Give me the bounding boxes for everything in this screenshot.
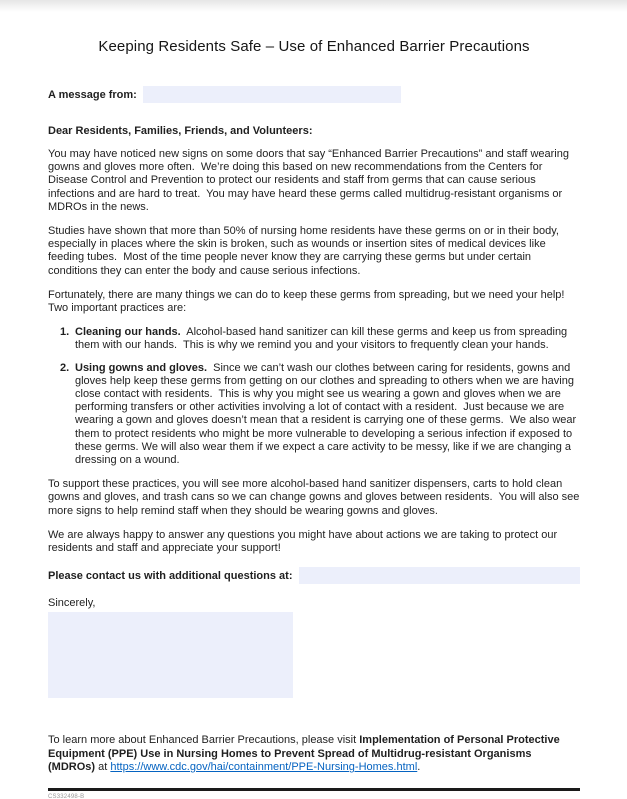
- footer-divider-rule: [48, 788, 580, 791]
- learn-more-prefix: To learn more about Enhanced Barrier Precautions, please visit: [48, 734, 360, 747]
- list-item-lead: Cleaning our hands.: [75, 326, 181, 339]
- list-item-text: Alcohol-based hand sanitizer can kill these germs and keep us from spreading them with our hands. This is why we remind you and your visitors to frequently clean your hands.: [75, 326, 571, 352]
- practices-list: [48, 326, 580, 467]
- document-code: CS332498-B: [48, 793, 85, 799]
- signature-field[interactable]: [48, 612, 293, 698]
- message-from-row: [48, 86, 580, 103]
- closing-sincerely: Sincerely,: [48, 597, 96, 610]
- learn-more-bold-title: Implementation of Personal Protective Equipment (PPE) Use in Nursing Homes to Prevent Spread of Multidrug-resistant Organisms (MDROs): [48, 734, 563, 774]
- salutation: Dear Residents, Families, Friends, and Volunteers:: [48, 125, 313, 137]
- message-from-field[interactable]: [143, 86, 401, 103]
- paragraph-fortunately: Fortunately, there are many things we can do to keep these germs from spreading, but we need your help! Two important practices are:: [48, 288, 568, 315]
- list-item-body: [75, 362, 580, 468]
- list-item-text: Since we can’t wash our clothes between caring for residents, gowns and gloves help keep these germs from getting on our clothes and spreading to others when we are having close contact with residents. This is why you might see us wearing a gown and gloves when we are performing transfers or other activities involving a lot of contact with a resident. Just because we are wearing a gown and gloves doesn’t mean that a resident is carrying one of these germs. We also wear them to protect residents who might be more vulnerable to developing a serious infection if exposed to these germs. We will also wear them if we expect a care activity to be messy, like if we are changing a dressing on a wound.: [75, 361, 580, 467]
- message-from-label: A message from:: [48, 88, 137, 101]
- cdc-ppe-link[interactable]: https://www.cdc.gov/hai/containment/PPE-Nursing-Homes.html: [110, 761, 418, 774]
- list-item-number: 2.: [60, 361, 70, 374]
- contact-row: [48, 567, 580, 584]
- list-item-cleaning-hands: [48, 326, 580, 352]
- list-item-body: [75, 326, 580, 352]
- page-title: Keeping Residents Safe – Use of Enhanced Barrier Precautions: [98, 38, 530, 55]
- list-item-gowns-gloves: [48, 362, 580, 468]
- contact-label: Please contact us with additional questions at:: [48, 569, 293, 582]
- paragraph-intro: You may have noticed new signs on some doors that say “Enhanced Barrier Precautions” and staff wearing gowns and gloves more often. We’re doing this based on new recommendations from the Centers for Disease Control and Prevention to protect our residents and staff from germs that can cause serious infections and are hard to treat. You may have heard these germs called multidrug-resistant organisms or MDROs in the news.: [48, 148, 573, 213]
- learn-more-suffix: .: [417, 761, 421, 774]
- learn-more-mid: at: [95, 761, 111, 774]
- list-item-lead: Using gowns and gloves.: [75, 361, 208, 374]
- paragraph-happy-to-answer: We are always happy to answer any questions you might have about actions we are taking to protect our residents and staff and appreciate your support!: [48, 528, 561, 555]
- paragraph-studies: Studies have shown that more than 50% of nursing home residents have these germs on or in their body, especially in places where the skin is broken, such as wounds or insertion sites of medical devices like feeding tubes. Most of the time people never know they are carrying these germs but under certain conditions they can enter the body and cause serious infections.: [48, 225, 563, 277]
- learn-more-paragraph: [48, 734, 580, 774]
- paragraph-support: To support these practices, you will see more alcohol-based hand sanitizer dispensers, carts to hold clean gowns and gloves, and trash cans so we can change gowns and gloves between residents. You will also see more signs to help remind staff when they should be wearing gowns and gloves.: [48, 478, 583, 517]
- contact-field[interactable]: [299, 567, 581, 584]
- page-top-edge-shadow: [0, 0, 627, 12]
- list-item-number: 1.: [60, 326, 70, 339]
- letter-page: [0, 38, 627, 799]
